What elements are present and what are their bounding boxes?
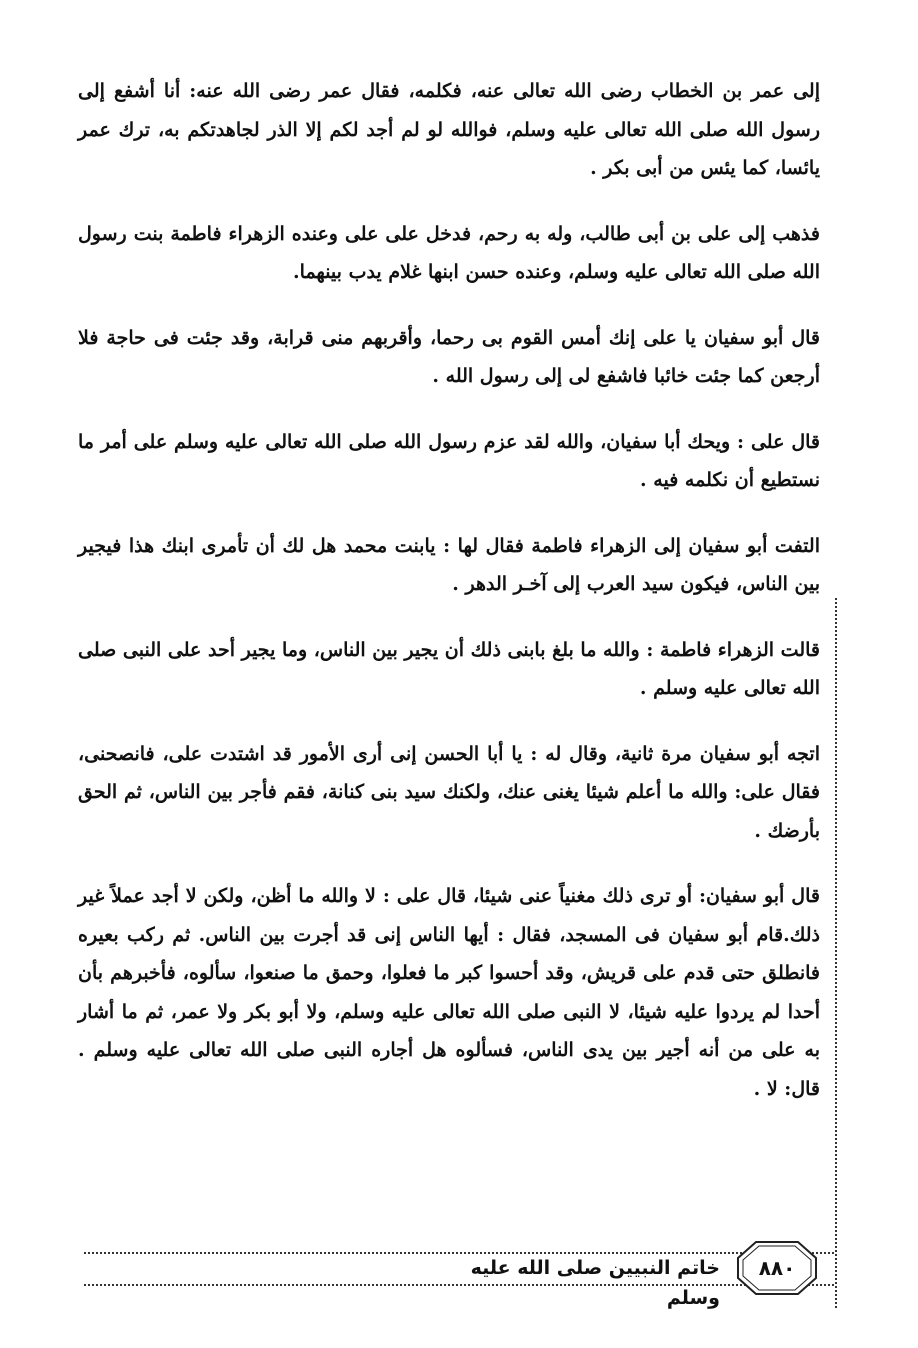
margin-dotted-rule: [835, 598, 837, 1308]
page-body: [78, 72, 820, 1135]
paragraph-6: قالت الزهراء فاطمة : والله ما بلغ بابنى ذلك أن يجير بين الناس، وما يجير أحد على النبى صلى الله تعالى عليه وسلم .: [78, 638, 820, 699]
page-number: ٨٨٠: [758, 1256, 796, 1280]
paragraph-1: إلى عمر بن الخطاب رضى الله تعالى عنه، فكلمه، فقال عمر رضى الله عنه: أنا أشفع إلى رسول الله صلى الله تعالى عليه وسلم، فوالله لو لم أجد لكم إلا الذر لجاهدتكم به، ترك عمر يائسا، كما يئس من أبى بكر .: [78, 80, 820, 179]
paragraph-5: التفت أبو سفيان إلى الزهراء فاطمة فقال لها : يابنت محمد هل لك أن تأمرى ابنك هذا فيجير بين الناس، فيكون سيد العرب إلى آخـر الدهر .: [78, 534, 820, 595]
footer-bottom-rule: [84, 1284, 834, 1286]
paragraph-3: قال أبو سفيان يا على إنك أمس القوم بى رحما، وأقربهم منى قرابة، وقد جئت فى حاجة فلا أرجعن كما جئت خائبا فاشفع لى إلى رسول الله .: [78, 326, 820, 387]
page-number-badge: [736, 1240, 818, 1296]
running-footer-title: خاتم النبيين صلى الله عليه وسلم: [470, 1257, 720, 1309]
paragraph-2: فذهب إلى على بن أبى طالب، وله به رحم، فدخل على على وعنده الزهراء فاطمة بنت رسول الله صلى الله تعالى عليه وسلم، وعنده حسن ابنها غلام يدب بينهما.: [78, 222, 820, 283]
paragraph-4: قال على : ويحك أبا سفيان، والله لقد عزم رسول الله صلى الله تعالى عليه وسلم على أمر ما نستطيع أن نكلمه فيه .: [78, 430, 820, 491]
paragraph-7: اتجه أبو سفيان مرة ثانية، وقال له : يا أبا الحسن إنى أرى الأمور قد اشتدت على، فانصحنى، فقال على: والله ما أعلم شيئا يغنى عنك، ولكنك سيد بنى كنانة، فقم فأجر بين الناس، ثم الحق بأرضك .: [78, 742, 820, 842]
paragraph-8: قال أبو سفيان: أو ترى ذلك مغنياً عنى شيئا، قال على : لا والله ما أظن، ولكن لا أجد عملاً غير ذلك.قام أبو سفيان فى المسجد، فقال : أيها الناس إنى قد أجرت بين الناس. ثم ركب بعيره فانطلق حتى قدم على قريش، وقد أحسوا كبر ما فعلوا، وحمق ما صنعوا، سألوه، فأخبرهم بأن أحدا لم يردوا عليه شيئا، لا النبى صلى الله تعالى عليه وسلم، ولا أبو بكر ولا عمر، ثم ما أشار به على من أنه أجير بين يدى الناس، فسألوه هل أجاره النبى صلى الله تعالى عليه وسلم . قال: لا .: [78, 885, 820, 1100]
